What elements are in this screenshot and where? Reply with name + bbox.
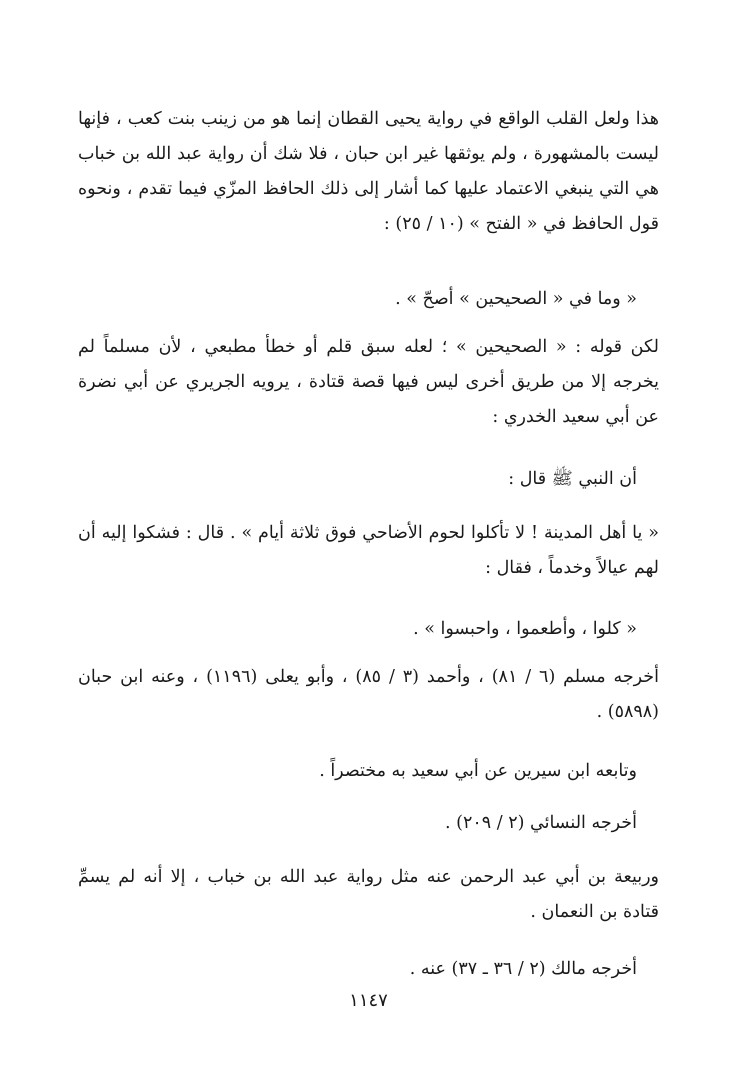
paragraph-8: وتابعه ابن سيرين عن أبي سعيد به مختصراً . xyxy=(319,761,637,781)
paragraph-4: أن النبي ﷺ قال : xyxy=(508,469,637,489)
paragraph-10: وربيعة بن أبي عبد الرحمن عنه مثل رواية عبد الله بن خباب ، إلا أنه لم يسمِّ قتادة بن النعمان . xyxy=(78,867,659,922)
paragraph-1: هذا ولعل القلب الواقع في رواية يحيى القطان إنما هو من زينب بنت كعب ، فإنها ليست بالمشهورة ، ولم يوثقها غير ابن حبان ، فلا شك أن رواية عبد الله بن خباب هي التي ينبغي الاعتماد عليها كما أشار إلى ذلك الحافظ المزّي فيما تقدم ، ونحوه قول الحافظ في « الفتح » (١٠ / ٢٥) : xyxy=(78,109,659,234)
paragraph-11: أخرجه مالك (٢ / ٣٦ ـ ٣٧) عنه . xyxy=(409,959,637,979)
paragraph-9: أخرجه النسائي (٢ / ٢٠٩) . xyxy=(445,813,637,833)
paragraph-3: لكن قوله : « الصحيحين » ؛ لعله سبق قلم أو خطأ مطبعي ، لأن مسلماً لم يخرجه إلا من طريق أخرى ليس فيها قصة قتادة ، يرويه الجريري عن أبي نضرة عن أبي سعيد الخدري : xyxy=(78,337,659,427)
paragraph-7: أخرجه مسلم (٦ / ٨١) ، وأحمد (٣ / ٨٥) ، وأبو يعلى (١١٩٦) ، وعنه ابن حبان (٥٨٩٨) . xyxy=(78,667,659,722)
paragraph-5: « يا أهل المدينة ! لا تأكلوا لحوم الأضاحي فوق ثلاثة أيام » . قال : فشكوا إليه أن لهم عيالاً وخدماً ، فقال : xyxy=(78,523,659,578)
paragraph-6: « كلوا ، وأطعموا ، واحبسوا » . xyxy=(413,619,637,639)
paragraph-2: « وما في « الصحيحين » أصحّ » . xyxy=(395,289,637,309)
page-number: ١١٤٧ xyxy=(349,990,388,1011)
